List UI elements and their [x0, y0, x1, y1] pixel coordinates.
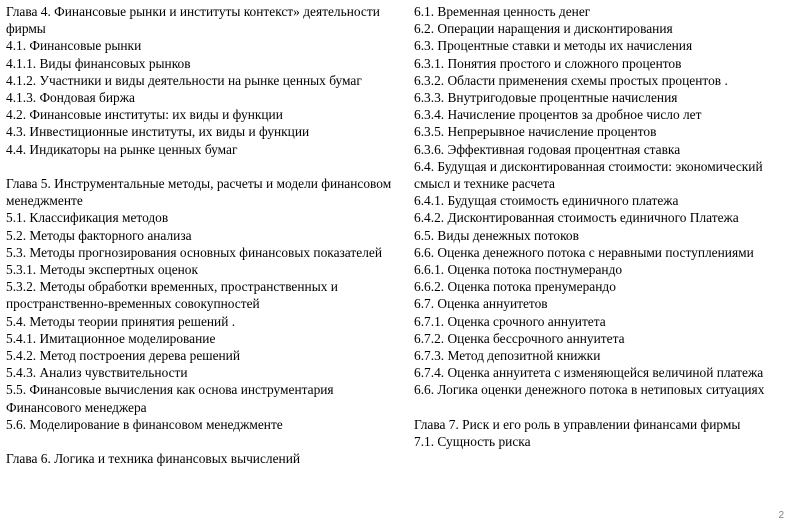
toc-entry: 4.4. Индикаторы на рынке ценных бумаг — [6, 141, 238, 157]
page-number: 2 — [778, 510, 784, 521]
toc-right-column — [414, 3, 786, 450]
toc-entry: 6.4.2. Дисконтированная стоимость единичного Платежа — [414, 210, 739, 226]
toc-entry: 5.3.1. Методы экспертных оценок — [6, 262, 199, 278]
toc-entry: 4.1.2. Участники и виды деятельности на рынке ценных бумаг — [6, 72, 362, 88]
toc-entry: 5.3.2. Методы обработки временных, пространственных и пространственно-временных совокупностей — [6, 279, 338, 312]
toc-entry: 4.2. Финансовые институты: их виды и функции — [6, 107, 283, 123]
toc-entry: 6.3.1. Понятия простого и сложного процентов — [414, 55, 682, 71]
toc-chapter-heading: Глава 4. Финансовые рынки и институты контекст» деятельности фирмы — [6, 4, 380, 37]
toc-entry: 6.7.1. Оценка срочного аннуитета — [414, 313, 606, 329]
toc-entry: 6.3.6. Эффективная годовая процентная ставка — [414, 141, 681, 157]
toc-entry: 6.7.4. Оценка аннуитета с изменяющейся величиной платежа — [414, 365, 764, 381]
toc-entry: 6.6.1. Оценка потока постнумерандо — [414, 262, 623, 278]
toc-entry: 6.5. Виды денежных потоков — [414, 227, 579, 243]
toc-entry: 6.3.5. Непрерывное начисление процентов — [414, 124, 657, 140]
toc-entry: 5.1. Классификация методов — [6, 210, 169, 226]
toc-entry: 5.4. Методы теории принятия решений . — [6, 313, 236, 329]
toc-entry: 5.4.1. Имитационное моделирование — [6, 330, 216, 346]
toc-entry: 4.1.1. Виды финансовых рынков — [6, 55, 191, 71]
toc-blank-line — [6, 433, 398, 450]
toc-entry: 4.1. Финансовые рынки — [6, 38, 142, 54]
toc-entry: 6.1. Временная ценность денег — [414, 4, 591, 19]
toc-blank-line — [414, 399, 786, 416]
toc-entry: 5.5. Финансовые вычисления как основа инструментария Финансового менеджера — [6, 382, 334, 415]
toc-entry: 5.3. Методы прогнозирования основных финансовых показателей — [6, 244, 382, 260]
toc-entry: 5.6. Моделирование в финансовом менеджменте — [6, 416, 283, 432]
toc-entry: 6.4. Будущая и дисконтированная стоимости: экономический смысл и технике расчета — [414, 158, 763, 192]
toc-chapter-heading: Глава 7. Риск и его роль в управлении финансами фирмы — [414, 416, 741, 432]
toc-entry: 5.2. Методы факторного анализа — [6, 227, 192, 243]
toc-entry: 4.3. Инвестиционные институты, их виды и функции — [6, 124, 310, 140]
toc-entry: 5.4.3. Анализ чувствительности — [6, 365, 188, 381]
toc-entry: 6.7.2. Оценка бессрочного аннуитета — [414, 330, 625, 346]
toc-entry: 6.6. Логика оценки денежного потока в нетиповых ситуациях — [414, 382, 765, 398]
toc-entry: 6.6.2. Оценка потока пренумерандо — [414, 279, 616, 295]
toc-entry: 6.3.2. Области применения схемы простых процентов . — [414, 72, 728, 88]
toc-entry: 6.7. Оценка аннуитетов — [414, 296, 548, 312]
toc-entry: 7.1. Сущность риска — [414, 434, 531, 450]
toc-entry: 6.3. Процентные ставки и методы их начисления — [414, 38, 693, 54]
toc-chapter-heading: Глава 5. Инструментальные методы, расчеты и модели финансовом менеджменте — [6, 176, 392, 209]
toc-entry: 6.6. Оценка денежного потока с неравными поступлениями — [414, 244, 754, 260]
toc-entry: 6.3.3. Внутригодовые процентные начисления — [414, 90, 678, 106]
toc-blank-line — [6, 158, 398, 175]
toc-entry: 6.2. Операции наращения и дисконтирования — [414, 21, 673, 37]
toc-entry: 6.3.4. Начисление процентов за дробное число лет — [414, 107, 702, 123]
toc-left-column — [6, 3, 398, 467]
toc-entry: 5.4.2. Метод построения дерева решений — [6, 348, 241, 364]
toc-entry: 4.1.3. Фондовая биржа — [6, 90, 135, 106]
toc-entry: 6.7.3. Метод депозитной книжки — [414, 348, 601, 364]
toc-chapter-heading: Глава 6. Логика и техника финансовых вычислений — [6, 451, 301, 467]
toc-entry: 6.4.1. Будущая стоимость единичного платежа — [414, 193, 679, 209]
